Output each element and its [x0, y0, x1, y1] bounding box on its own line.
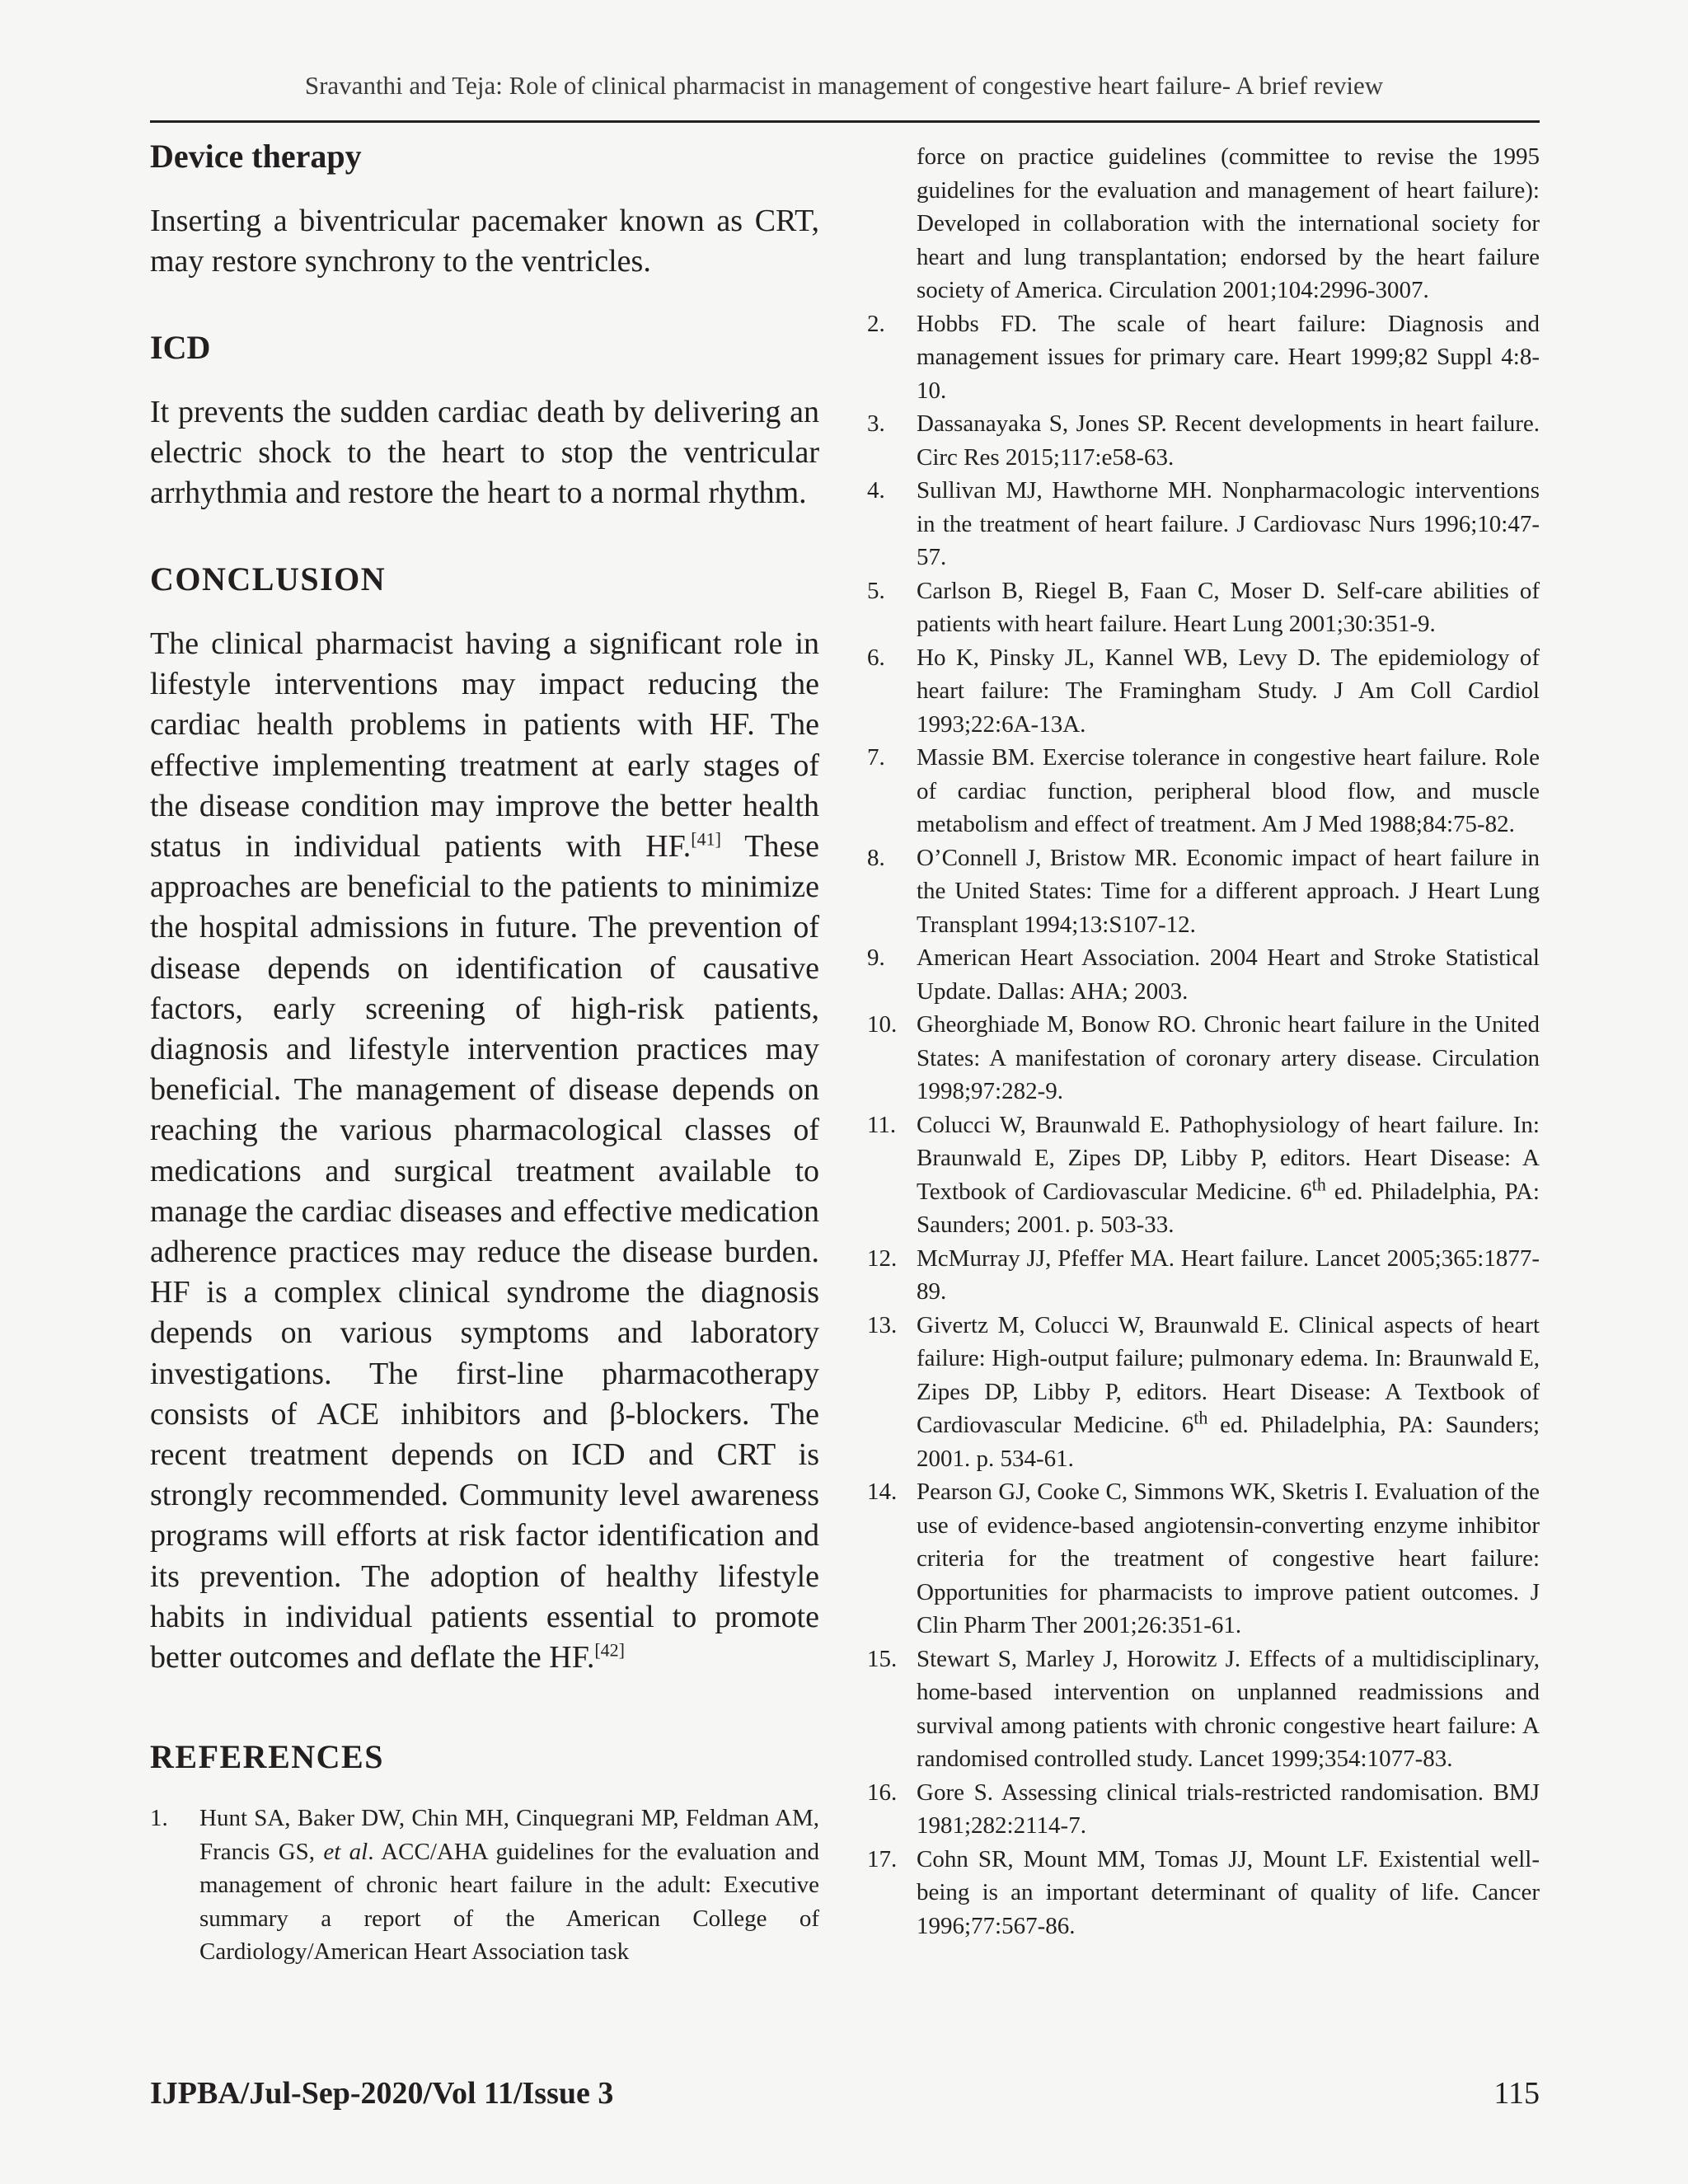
reference-number: 2. — [867, 310, 885, 337]
citation-42: [42] — [594, 1639, 625, 1661]
reference-text: Gore S. Assessing clinical trials-restricted randomisation. BMJ 1981;282:2114-7. — [917, 1779, 1540, 1839]
reference-number: 14. — [867, 1479, 898, 1505]
conclusion-heading: CONCLUSION — [150, 560, 387, 598]
reference-text-cont: ed. Philadelphia, PA: Saunders; 2001. p. 534-61. — [917, 1412, 1540, 1472]
reference-text-cont: ed. Philadelphia, PA: Saunders; 2001. p. 503-33. — [917, 1178, 1540, 1238]
reference-list-b — [867, 1475, 1540, 1943]
reference-11 — [867, 1108, 1540, 1242]
reference-text: O’Connell J, Bristow MR. Economic impact of heart failure in the United States: Time for a different approach. J Heart Lung Transplant 1994;13:S107-12. — [917, 844, 1540, 938]
icd-text: It prevents the sudden cardiac death by delivering an electric shock to the heart to stop the ventricular arrhythmia and restore the heart to a normal rhythm. — [150, 395, 819, 510]
icd-heading: ICD — [150, 329, 211, 366]
citation-41: [41] — [691, 828, 721, 850]
reference-number: 5. — [867, 577, 885, 604]
reference-number: 9. — [867, 944, 885, 971]
reference-text: American Heart Association. 2004 Heart and Stroke Statistical Update. Dallas: AHA; 2003. — [917, 944, 1540, 1005]
reference-number: 11. — [867, 1111, 897, 1138]
reference-number: 8. — [867, 844, 885, 871]
device-therapy-heading: Device therapy — [150, 138, 362, 175]
reference-item — [867, 574, 1540, 641]
footer-journal-info: IJPBA/Jul-Sep-2020/Vol 11/Issue 3 — [150, 2076, 614, 2111]
reference-text-cont: . ACC/AHA guidelines for the evaluation and management of chronic heart failure in the adult: Executive summary a report of the American College of Cardiology/American Heart Association task — [199, 1838, 819, 1966]
reference-text: Cohn SR, Mount MM, Tomas JJ, Mount LF. Existential well-being is an important determinant of quality of life. Cancer 1996;77:567-86. — [917, 1845, 1540, 1939]
reference-number: 4. — [867, 477, 885, 504]
reference-text: Dassanayaka S, Jones SP. Recent developments in heart failure. Circ Res 2015;117:e58-63. — [917, 410, 1540, 471]
reference-text: McMurray JJ, Pfeffer MA. Heart failure. Lancet 2005;365:1877-89. — [917, 1244, 1540, 1305]
conclusion-part-1: The clinical pharmacist having a significant role in lifestyle interventions may impact reducing the cardiac health problems in patients with HF. The effective implementing treatment at early stages of the disease condition may improve the better health status in individual patients with HF. — [150, 626, 819, 865]
reference-item — [867, 1475, 1540, 1643]
reference-1 — [150, 1802, 819, 1969]
reference-text: Colucci W, Braunwald E. Pathophysiology of heart failure. In: Braunwald E, Zipes DP, Libby P, editors. Heart Disease: A Textbook of Cardiovascular Medicine. 6 — [917, 1111, 1540, 1205]
page-number: 115 — [1493, 2076, 1540, 2111]
reference-item — [867, 841, 1540, 942]
reference-number: 10. — [867, 1011, 898, 1038]
reference-etal: et al — [323, 1838, 368, 1865]
reference-13 — [867, 1309, 1540, 1476]
reference-item — [867, 741, 1540, 841]
reference-text: Stewart S, Marley J, Horowitz J. Effects of a multidisciplinary, home-based intervention on unplanned readmissions and survival among patients with chronic congestive heart failure: A randomised controlled study. Lancet 1999;354:1077-83. — [917, 1645, 1540, 1772]
reference-superscript: th — [1193, 1407, 1208, 1428]
right-column — [867, 140, 1540, 1943]
conclusion-text — [150, 624, 819, 1678]
reference-number: 1. — [150, 1805, 168, 1832]
reference-number: 16. — [867, 1779, 898, 1806]
reference-item — [867, 474, 1540, 574]
reference-number: 3. — [867, 410, 885, 437]
reference-12 — [867, 1242, 1540, 1309]
header-rule — [150, 120, 1540, 123]
reference-text: Givertz M, Colucci W, Braunwald E. Clinical aspects of heart failure: High-output failure; pulmonary edema. In: Braunwald E, Zipes DP, Libby P, editors. Heart Disease: A Textbook of Cardiovascular Medicine. 6 — [917, 1311, 1540, 1438]
reference-text: Gheorghiade M, Bonow RO. Chronic heart failure in the United States: A manifestation of coronary artery disease. Circulation 1998;97:282-9. — [917, 1011, 1540, 1104]
references-heading: REFERENCES — [150, 1738, 384, 1776]
reference-superscript: th — [1311, 1173, 1326, 1194]
reference-number: 7. — [867, 744, 885, 771]
reference-list-a — [867, 307, 1540, 1108]
reference-item — [867, 307, 1540, 408]
conclusion-part-2: These approaches are beneficial to the patients to minimize the hospital admissions in future. The prevention of disease depends on identification of causative factors, early screening of high-risk patients, diagnosis and lifestyle intervention practices may beneficial. The management of disease depends on reaching the various pharmacological classes of medications and surgical treatment available to manage the cardiac diseases and effective medication adherence practices may reduce the disease burden. HF is a complex clinical syndrome the diagnosis depends on various symptoms and laboratory investigations. The first-line pharmacotherapy consists of ACE inhibitors and β-blockers. The recent treatment depends on ICD and CRT is strongly recommended. Community level awareness programs will efforts at risk factor identification and its prevention. The adoption of healthy lifestyle habits in individual patients essential to promote better outcomes and deflate the HF. — [150, 829, 820, 1675]
reference-text: Sullivan MJ, Hawthorne MH. Nonpharmacologic interventions in the treatment of heart failure. J Cardiovasc Nurs 1996;10:47-57. — [917, 477, 1540, 570]
running-header: Sravanthi and Teja: Role of clinical pharmacist in management of congestive heart failure- A brief review — [304, 71, 1384, 100]
reference-item — [867, 1008, 1540, 1108]
reference-number: 15. — [867, 1645, 898, 1672]
reference-item — [867, 1643, 1540, 1776]
device-therapy-text: Inserting a biventricular pacemaker known as CRT, may restore synchrony to the ventricles. — [150, 204, 819, 279]
reference-item — [867, 1776, 1540, 1843]
reference-number: 13. — [867, 1311, 898, 1338]
reference-text: Hunt SA, Baker DW, Chin MH, Cinquegrani MP, Feldman AM, Francis GS, — [199, 1805, 819, 1865]
reference-number: 6. — [867, 644, 885, 671]
reference-text: Pearson GJ, Cooke C, Simmons WK, Sketris I. Evaluation of the use of evidence-based angiotensin-converting enzyme inhibitor criteria for the treatment of congestive heart failure: Opportunities for pharmacists to improve patient outcomes. J Clin Pharm Ther 2001;26:351-61. — [917, 1479, 1540, 1638]
reference-text: Hobbs FD. The scale of heart failure: Diagnosis and management issues for primary care. Heart 1999;82 Suppl 4:8-10. — [917, 310, 1540, 404]
reference-number: 12. — [867, 1244, 898, 1272]
left-column — [150, 137, 819, 1969]
reference-text: Carlson B, Riegel B, Faan C, Moser D. Self-care abilities of patients with heart failure. Heart Lung 2001;30:351-9. — [917, 577, 1540, 637]
reference-1-continued: force on practice guidelines (committee to revise the 1995 guidelines for the evaluation and management of heart failure): Developed in collaboration with the international society for heart and lung transplantation; endorsed by the heart failure society of America. Circulation 2001;104:2996-3007. — [917, 143, 1540, 303]
reference-item — [867, 941, 1540, 1008]
reference-text: Massie BM. Exercise tolerance in congestive heart failure. Role of cardiac function, peripheral blood flow, and muscle metabolism and effect of treatment. Am J Med 1988;84:75-82. — [917, 744, 1540, 837]
reference-number: 17. — [867, 1845, 898, 1872]
reference-text: Ho K, Pinsky JL, Kannel WB, Levy D. The epidemiology of heart failure: The Framingham Study. J Am Coll Cardiol 1993;22:6A-13A. — [917, 644, 1540, 738]
reference-item — [867, 1843, 1540, 1943]
reference-item — [867, 641, 1540, 742]
reference-item — [867, 407, 1540, 474]
